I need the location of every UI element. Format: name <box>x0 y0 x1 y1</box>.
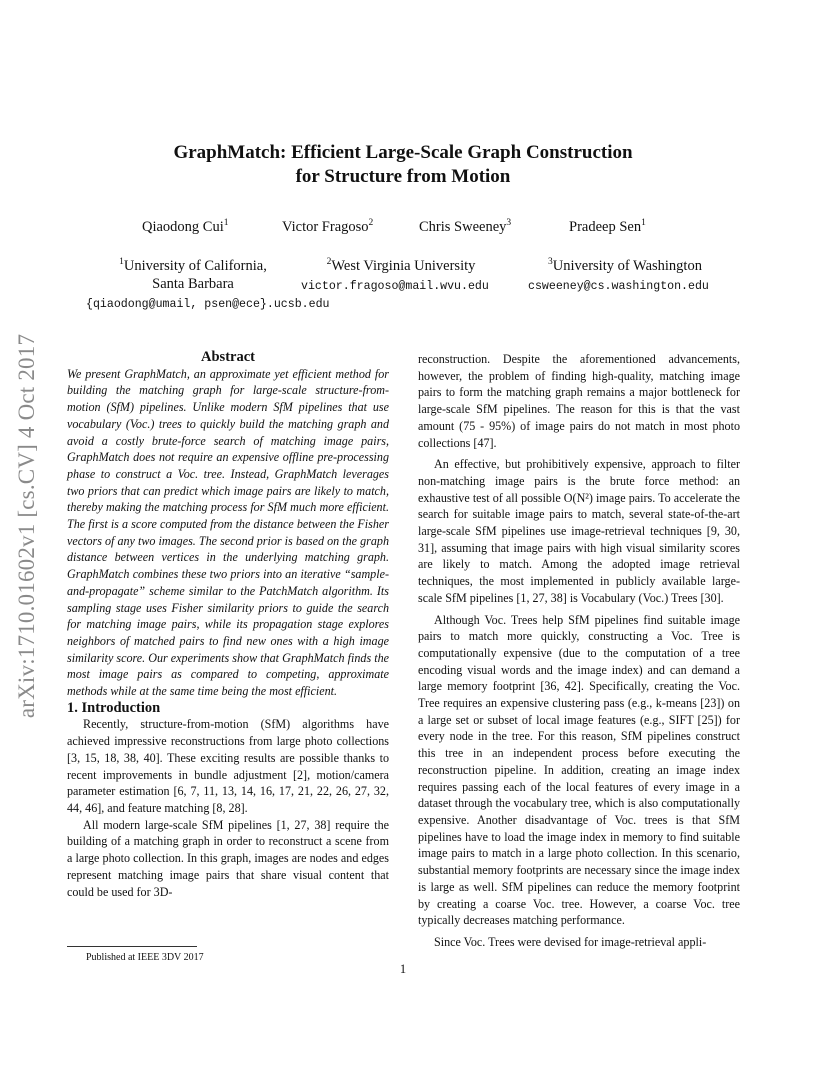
abstract-heading: Abstract <box>201 349 255 365</box>
title-line-2: for Structure from Motion <box>295 166 511 187</box>
intro-paragraph: All modern large-scale SfM pipelines [1, 27, 38] require the building of a matching graph in order to reconstruct a scene from a large photo collection. In this graph, images are nodes and edges represent matching image pairs that share visual content that could be used for 3D- <box>67 817 389 899</box>
title-line-1: GraphMatch: Efficient Large-Scale Graph Construction <box>173 142 633 163</box>
email-wvu: victor.fragoso@mail.wvu.edu <box>301 280 489 293</box>
abstract-text: We present GraphMatch, an approximate yet efficient method for building the matching graph for large-scale structure-from-motion (SfM) pipelines. Unlike modern SfM pipelines that use vocabulary (Voc.) trees to quickly build the matching graph and avoid a costly brute-force search of matching image pairs, GraphMatch does not require an expensive offline pre-processing phase to construct a Voc. tree. Instead, GraphMatch leverages two priors that can predict which image pairs are likely to match, thereby making the matching process for SfM much more efficient. The first is a score computed from the distance between the Fisher vectors of any two images. The second prior is based on the graph distance between vertices in the underlying matching graph. GraphMatch combines these two priors into an iterative “sample-and-propagate” scheme similar to the PatchMatch algorithm. Its sampling stage uses Fisher similarity priors to guide the search for matching image pairs, while its propagation stage explores neighbors of matched pairs to find new ones with a high image similarity score. Our experiments show that GraphMatch finds the most image pairs as compared to competing, approximate methods while at the same time being the most efficient. <box>67 366 389 699</box>
author-name: Chris Sweeney$^3$ <box>419 218 512 235</box>
body-paragraph: Although Voc. Trees help SfM pipelines find suitable image pairs to match more quickly, constructing a Voc. Tree is computationally expensive (due to the computation of a tree encoding visual words and the image index) and can demand a large memory footprint [36, 42]. Specifically, creating the Voc. Tree requires an expensive clustering pass (e.g., k-means [23]) on a large set or subset of local image features (e.g., SIFT [25]) for every node in the tree. For this reason, SfM pipelines construct this tree in an independent process before executing the reconstruction pipeline. In addition, creating an image index requires passing each of the local features of every image in a dataset through the vocabulary tree, which is also computationally expensive. Another disadvantage of Voc. trees is that SfM pipelines have to load the image index in memory to find suitable image pairs to match in a large photo collection. In this scenario, substantial memory footprints are necessary since the image index is large as well. SfM pipelines can reduce the memory footprint by creating a coarse Voc. tree. However, a coarse Voc. tree typically decreases matching performance. <box>418 612 740 928</box>
email-ucsb: {qiaodong@umail, psen@ece}.ucsb.edu <box>86 298 330 311</box>
body-paragraph: reconstruction. Despite the aforementioned advancements, however, the problem of finding high-quality, matching image pairs to form the matching graph remains a major bottleneck for large-scale SfM pipelines. The reason for this is that the vast amount (75 - 95%) of image pairs do not match in most photo collections [47]. <box>418 352 740 450</box>
author-name: Pradeep Sen$^1$ <box>569 218 646 235</box>
affiliation-ucsb: $^1$University of California, Santa Barbara <box>119 257 267 292</box>
section-heading: 1. Introduction <box>67 699 161 716</box>
left-column <box>67 349 389 900</box>
paper-title <box>0 141 806 189</box>
affiliation-wvu: $^2$West Virginia University <box>326 257 476 274</box>
affiliation-uw: $^3$University of Washington <box>548 257 702 274</box>
body-paragraph: Since Voc. Trees were devised for image-retrieval appli- <box>434 934 707 949</box>
intro-paragraph: Recently, structure-from-motion (SfM) algorithms have achieved impressive reconstructions from large photo collections [3, 15, 18, 38, 40]. These exciting results are possible thanks to recent improvements in bundle adjustment [2], motion/camera parameter estimation [6, 7, 11, 13, 14, 16, 17, 21, 22, 26, 27, 32, 44, 46], and feature matching [8, 28]. <box>67 717 389 815</box>
footnote: Published at IEEE 3DV 2017 <box>86 952 204 963</box>
footnote-rule <box>67 946 197 947</box>
right-column <box>418 351 740 951</box>
arxiv-stamp <box>4 296 50 756</box>
email-uw: csweeney@cs.washington.edu <box>528 280 709 293</box>
body-paragraph: An effective, but prohibitively expensive, approach to filter non-matching image pairs is the brute force method: an exhaustive test of all possible O(N²) image pairs. To accelerate the search for suitable image pairs to match, several state-of-the-art large-scale SfM pipelines use image-retrieval techniques [9, 30, 31], assuming that image pairs with high visual similarity scores are likely to match. Among the adopted image retrieval techniques, the most implemented in publicly available large-scale SfM pipelines [1, 27, 38] is Vocabulary (Voc.) Trees [30]. <box>418 457 740 605</box>
author-name: Victor Fragoso$^2$ <box>282 218 374 235</box>
author-name: Qiaodong Cui$^1$ <box>142 218 229 235</box>
arxiv-stamp-text: arXiv:1710.01602v1 [cs.CV] 4 Oct 2017 <box>14 333 40 719</box>
page-number: 1 <box>399 962 407 976</box>
